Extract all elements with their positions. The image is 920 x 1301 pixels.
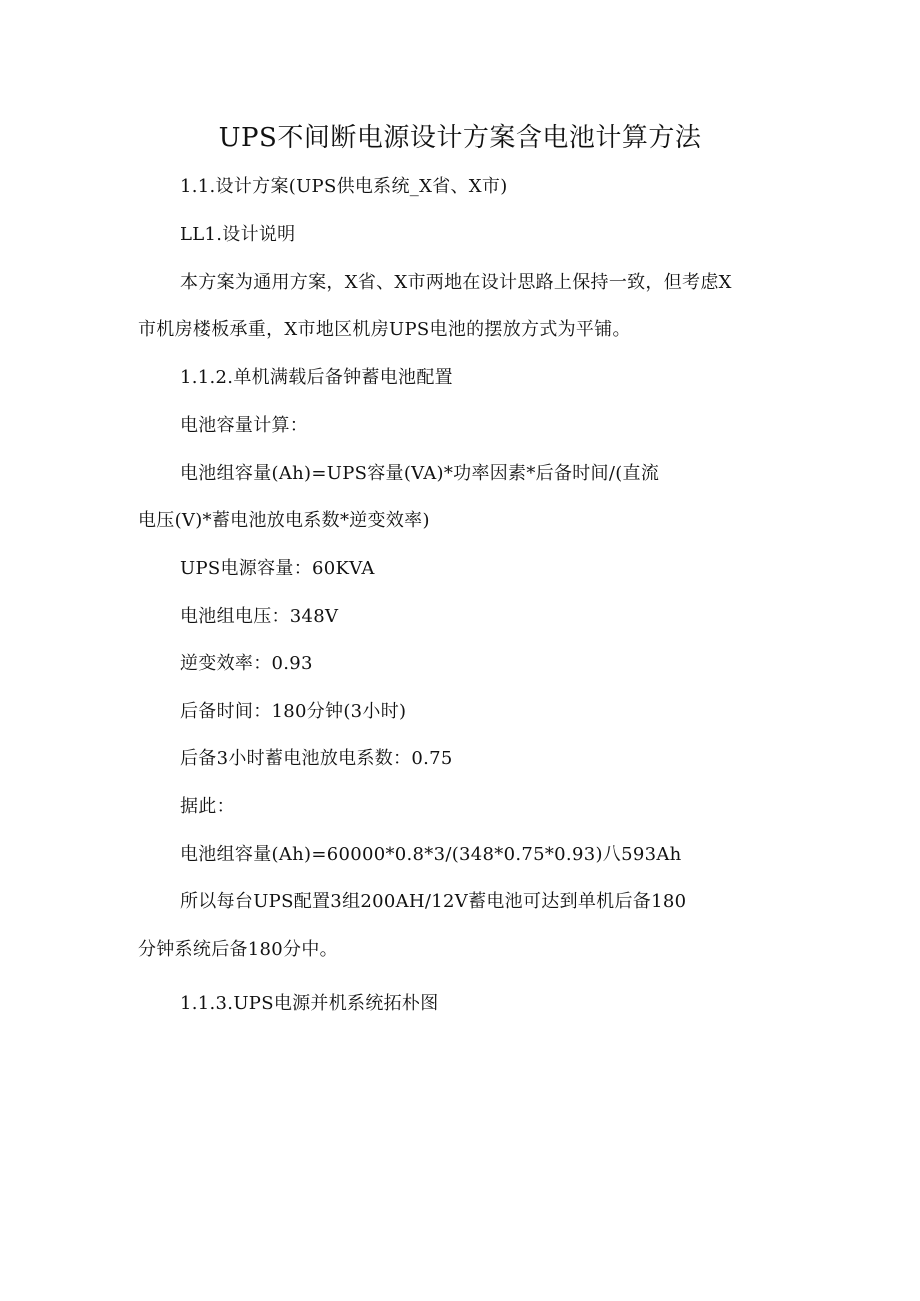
backup-time-line: 后备时间：180分钟(3小时) — [180, 701, 407, 722]
therefore-label: 据此： — [180, 796, 235, 817]
formula-line-1: 电池组容量(Ah)=UPS容量(VA)*功率因素*后备时间/(直流 — [180, 463, 660, 484]
conclusion-line-1: 所以每台UPS配置3组200AH/12V蓄电池可达到单机后备180 — [180, 891, 687, 912]
battery-voltage-line: 电池组电压：348V — [180, 606, 339, 627]
conclusion-line-2: 分钟系统后备180分中。 — [138, 939, 338, 960]
paragraph-intro-line-1: 本方案为通用方案，X省、X市两地在设计思路上保持一致，但考虑X — [180, 272, 732, 293]
inverter-efficiency-line: 逆变效率：0.93 — [180, 653, 313, 674]
discharge-coefficient-line: 后备3小时蓄电池放电系数：0.75 — [180, 748, 453, 769]
ups-capacity-line: UPS电源容量：60KVA — [180, 558, 375, 579]
paragraph-intro-line-2: 市机房楼板承重，X市地区机房UPS电池的摆放方式为平铺。 — [138, 319, 631, 340]
capacity-calc-label: 电池容量计算： — [180, 415, 309, 436]
section-heading-1-1-1: LL1.设计说明 — [180, 224, 296, 245]
result-formula-line: 电池组容量(Ah)=60000*0.8*3/(348*0.75*0.93)八593Ah — [180, 844, 682, 865]
section-heading-1-1-3: 1.1.3.UPS电源并机系统拓朴图 — [180, 993, 439, 1014]
document-title: UPS不间断电源设计方案含电池计算方法 — [218, 123, 702, 153]
section-heading-1-1-2: 1.1.2.单机满载后备钟蓄电池配置 — [180, 367, 453, 388]
section-heading-1-1: 1.1.设计方案(UPS供电系统_X省、X市) — [180, 176, 508, 197]
formula-line-2: 电压(V)*蓄电池放电系数*逆变效率) — [138, 510, 430, 531]
